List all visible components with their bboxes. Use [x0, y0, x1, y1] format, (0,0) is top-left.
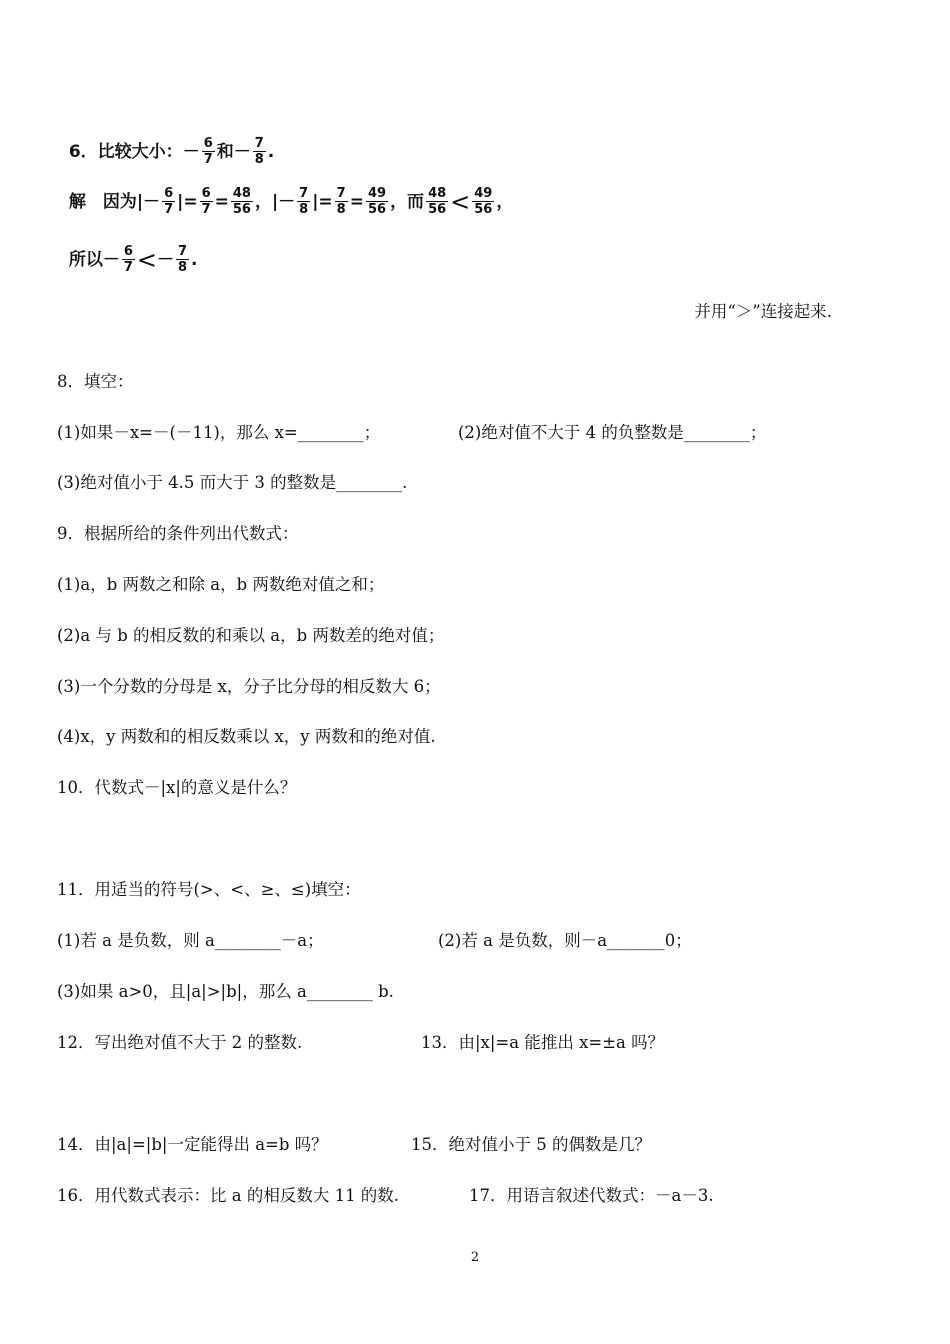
q14-text: 14．由|a|=|b|一定能得出 a=b 吗？ [57, 1135, 328, 1154]
q6-f1-num: 6 [203, 136, 213, 151]
conc-frac-1 [122, 244, 135, 275]
q11-title: 11．用适当的符号(>、<、≥、≤)填空： [57, 880, 361, 899]
q6-f1-den: 7 [203, 152, 213, 167]
solution-label: 解 因为 [68, 191, 137, 212]
q9-title: 9．根据所给的条件列出代数式： [57, 524, 299, 543]
equals-2: = [349, 191, 364, 212]
q17-text: 17．用语言叙述代数式：－a－3. [469, 1186, 714, 1205]
q9-part-3: (3)一个分数的分母是 x，分子比分母的相反数大 6； [57, 677, 441, 696]
q12-text: 12．写出绝对值不大于 2 的整数. [57, 1033, 303, 1052]
q6-end: . [267, 141, 275, 162]
q15-text: 15．绝对值小于 5 的偶数是几？ [411, 1135, 651, 1154]
sol-h-den: 56 [474, 202, 493, 217]
q6-f2-den: 8 [254, 152, 264, 167]
q6-line [57, 112, 274, 167]
sol-frac-d [297, 186, 310, 217]
conc-den-1: 7 [123, 260, 133, 275]
q16-text: 16．用代数式表示：比 a 的相反数大 11 的数. [57, 1186, 400, 1205]
page-number: 2 [470, 1250, 480, 1265]
sol-b-den: 7 [201, 202, 211, 217]
abs-open-2: |－ [271, 191, 296, 212]
q10-text: 10．代数式－|x|的意义是什么？ [57, 778, 297, 797]
solution-line [57, 162, 513, 217]
sol-a-num: 6 [164, 186, 174, 201]
sol-f-num: 49 [367, 186, 387, 201]
sol-frac-e [335, 186, 348, 217]
sol-g-den: 56 [428, 202, 447, 217]
q8-part-3: (3)绝对值小于 4.5 而大于 3 的整数是________. [57, 473, 408, 492]
q13-text: 13．由|x|=a 能推出 x=±a 吗？ [421, 1033, 665, 1052]
conc-sign-2: － [157, 249, 174, 270]
conc-sign-1: － [102, 249, 120, 270]
q8-part-2: (2)绝对值不大于 4 的负整数是________； [458, 423, 767, 442]
separator: ， [254, 191, 272, 212]
conc-end: . [191, 249, 198, 270]
abs-close-2: |= [312, 191, 333, 212]
q11-part-3: (3)如果 a>0，且|a|>|b|，那么 a________ b. [57, 982, 394, 1001]
q9-part-4: (4)x，y 两数和的相反数乘以 x，y 两数和的绝对值. [57, 727, 436, 746]
while-word: ，而 [390, 191, 425, 212]
q6-prefix: 6．比较大小： [68, 141, 183, 162]
q8-part-1: (1)如果－x=－(－11)，那么 x=________； [57, 423, 381, 442]
equals-1: = [214, 191, 229, 212]
sol-frac-b [200, 186, 213, 217]
sol-g-num: 48 [428, 186, 447, 201]
q8-title: 8．填空： [57, 372, 134, 391]
sol-b-num: 6 [201, 186, 211, 201]
solution-end: ， [496, 191, 514, 212]
sol-d-den: 8 [299, 202, 309, 217]
conc-num-2: 7 [178, 244, 188, 259]
sol-c-den: 56 [232, 202, 251, 217]
conc-num-1: 6 [123, 244, 133, 259]
q6-and: 和 [216, 141, 234, 162]
sol-frac-a [162, 186, 175, 217]
q6-f2-num: 7 [254, 136, 264, 151]
sol-c-num: 48 [232, 186, 251, 201]
sol-f-den: 56 [367, 202, 387, 217]
conc-den-2: 8 [178, 260, 188, 275]
sol-frac-c [231, 186, 253, 217]
abs-open-1: |－ [136, 191, 161, 212]
sol-frac-h [472, 186, 494, 217]
sol-h-num: 49 [474, 186, 493, 201]
conc-frac-2 [176, 244, 189, 275]
sol-frac-g [426, 186, 448, 217]
q11-part-2: (2)若 a 是负数，则－a_______0； [438, 931, 692, 950]
sol-frac-f [366, 186, 388, 217]
q6-sign-1: － [182, 141, 200, 162]
q9-part-2: (2)a 与 b 的相反数的和乘以 a，b 两数差的绝对值； [57, 626, 445, 645]
less-than-sign: < [450, 187, 471, 216]
right-note: 并用“＞”连接起来. [694, 302, 832, 321]
sol-d-num: 7 [299, 186, 309, 201]
q6-sign-2: － [233, 141, 251, 162]
sol-a-den: 7 [164, 202, 174, 217]
conc-less-than: < [136, 245, 157, 274]
conclusion-label: 所以 [68, 249, 103, 270]
abs-close-1: |= [177, 191, 198, 212]
conclusion-line [57, 220, 198, 275]
q9-part-1: (1)a，b 两数之和除 a，b 两数绝对值之和； [57, 575, 385, 594]
q11-part-1: (1)若 a 是负数，则 a________－a； [57, 931, 324, 950]
sol-e-den: 8 [336, 202, 346, 217]
sol-e-num: 7 [336, 186, 346, 201]
